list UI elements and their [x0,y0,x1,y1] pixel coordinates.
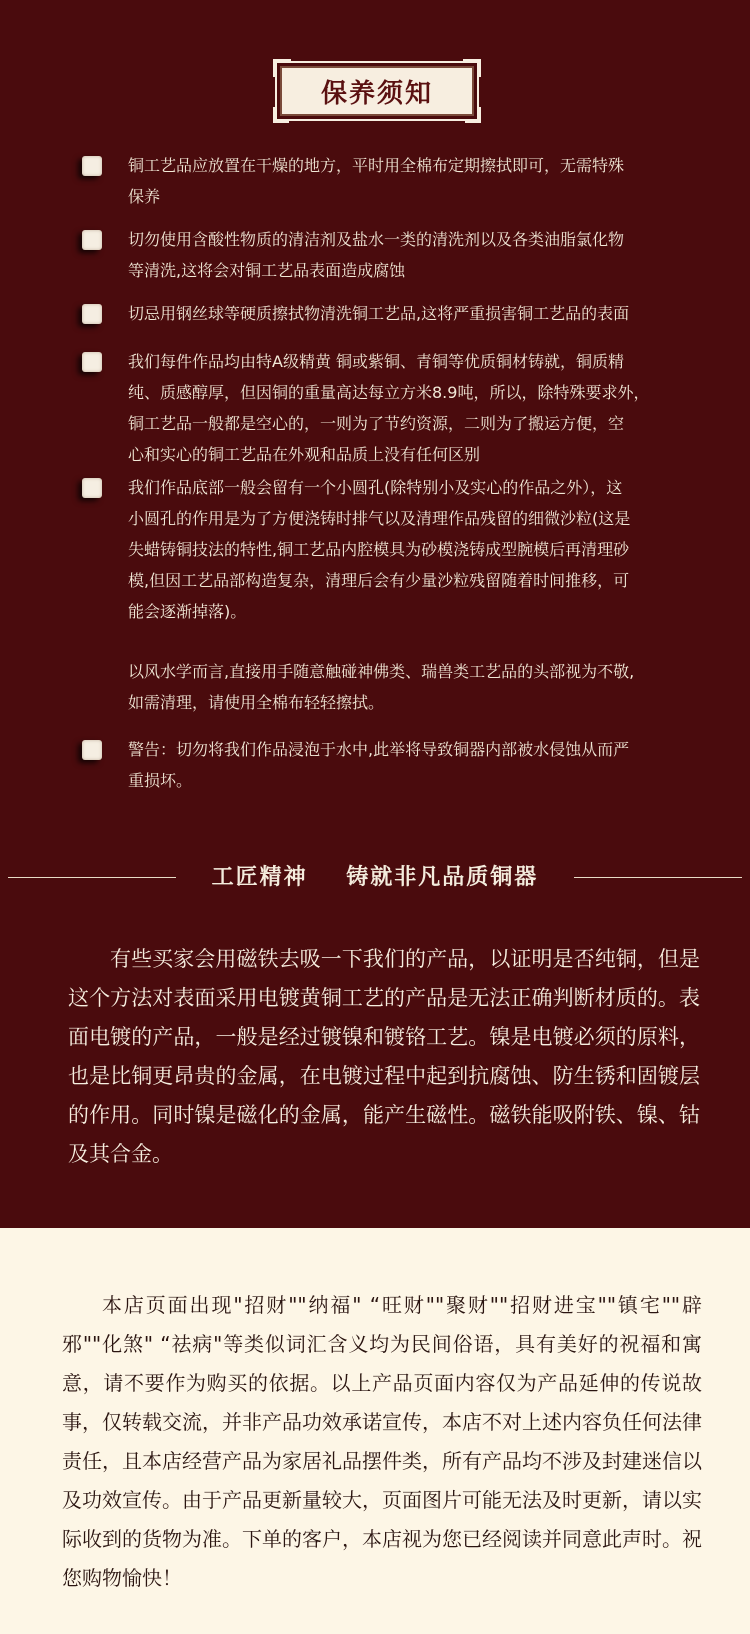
care-item-text: 我们作品底部一般会留有一个小圆孔(除特别小及实心的作品之外），这 小圆孔的作用是为了方便浇铸时排气以及清理作品残留的细微沙粒(这是 失蜡铸铜技法的特性,铜工艺品内腔模具为砂模浇铸成型腕模后再清理砂 模,但因工艺品部构造复杂，清理后会有少量沙粒残留随着时间推移，可 能会逐渐掉落)。 [128,478,631,621]
disclaimer-paragraph: 本店页面出现"招财""纳福" “旺财""聚财""招财进宝""镇宅""辟邪""化煞" “祛病"等类似词汇含义均为民间俗语，具有美好的祝福和寓意，请不要作为购买的依据。以上产品页面内容仅为产品延伸的传说故事，仅转载交流，并非产品功效承诺宣传，本店不对上述内容负任何法律责任，且本店经营产品为家居礼品摆件类，所有产品均不涉及封建迷信以及功效宣传。由于产品更新量较大，页面图片可能无法及时更新，请以实际收到的货物为准。下单的客户，本店视为您已经阅读并同意此声时。祝您购物愉快！ [62,1293,702,1590]
badge-corner-ornament [273,107,289,123]
square-bullet-icon [82,352,102,372]
square-bullet-icon [82,740,102,760]
section-divider [0,858,750,898]
care-item-text: 以风水学而言,直接用手随意触碰神佛类、瑞兽类工艺品的头部视为不敬, 如需清理，请使用全棉布轻轻擦拭。 [128,662,635,712]
care-item-text: 切忌用钢丝球等硬质擦拭物清洗铜工艺品,这将严重损害铜工艺品的表面 [128,304,630,323]
section-heading: 工匠精神 铸就非凡品质铜器 [211,864,539,890]
care-item-text: 警告：切勿将我们作品浸泡于水中,此举将导致铜器内部被水侵蚀从而严 重损坏。 [128,740,630,790]
care-title: 保养须知 [320,78,433,109]
square-bullet-icon [82,230,102,250]
care-title-badge [280,66,474,116]
magnet-paragraph: 有些买家会用磁铁去吸一下我们的产品，以证明是否纯铜，但是这个方法对表面采用电镀黄铜工艺的产品是无法正确判断材质的。表面电镀的产品，一般是经过镀镍和镀铬工艺。镍是电镀必须的原料，也是比铜更昂贵的金属，在电镀过程中起到抗腐蚀、防生锈和固镀层的作用。同时镍是磁化的金属，能产生磁性。磁铁能吸附铁、镍、钴及其合金。 [68,947,700,1166]
square-bullet-icon [82,478,102,498]
square-bullet-icon [82,156,102,176]
square-bullet-icon [82,304,102,324]
care-item-text: 我们每件作品均由特A级精黄 铜或紫铜、青铜等优质铜材铸就，铜质精 纯、质感醇厚，但因铜的重量高达每立方米8.9吨，所以，除特殊要求外， 铜工艺品一般都是空心的，一则为了节约资源，二则为了搬运方便，空 心和实心的铜工艺品在外观和品质上没有任何区别 [128,352,650,464]
divider-line [8,877,176,878]
badge-corner-ornament [465,107,481,123]
care-item-text: 铜工艺品应放置在干燥的地方，平时用全棉布定期擦拭即可，无需特殊 保养 [128,156,625,206]
divider-line [574,877,742,878]
care-item-text: 切勿使用含酸性物质的清洁剂及盐水一类的清洗剂以及各类油脂氯化物 等清洗,这将会对铜工艺品表面造成腐蚀 [128,230,625,280]
